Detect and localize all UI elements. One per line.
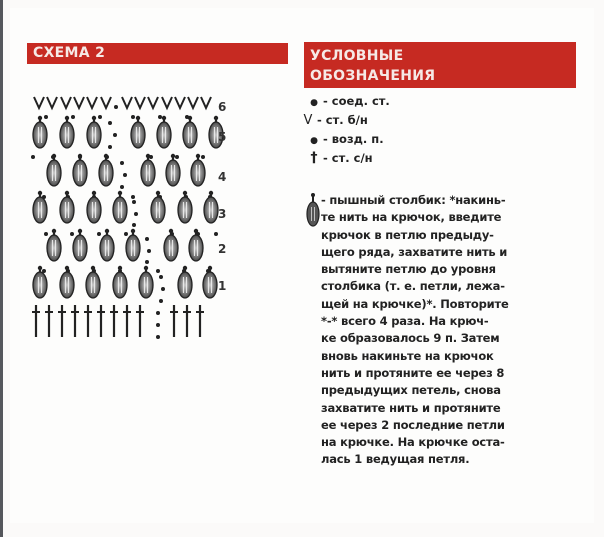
frame-edge (0, 0, 3, 537)
double-crochet-icon: † (310, 150, 318, 166)
scheme-title-bar (27, 43, 288, 64)
legend-item-slip-stitch (305, 92, 580, 111)
single-crochet-v-icon: V (303, 113, 313, 128)
desc-line: ке образовалось 9 п. Затем (321, 331, 500, 346)
legend-item-single-crochet (305, 111, 580, 130)
legend-title-line2: ОБОЗНАЧЕНИЯ (310, 68, 436, 84)
legend-label: - возд. п. (323, 132, 384, 146)
scheme-title: СХЕМА 2 (33, 45, 106, 61)
legend-title-bar (304, 42, 576, 88)
row-label-4: 4 (218, 170, 227, 184)
row-5-puff-stitches (31, 116, 223, 159)
puff-stitch-description (321, 192, 576, 469)
desc-line: вытяните петлю до уровня (321, 262, 496, 277)
legend-item-double-crochet (305, 149, 580, 168)
legend-item-chain (305, 130, 580, 149)
puff-stitch-icon (305, 192, 321, 232)
crochet-chart (30, 95, 230, 345)
row-label-1: 1 (218, 279, 227, 293)
desc-line: ее через 2 последние петли (321, 417, 505, 432)
row-label-3: 3 (218, 207, 227, 221)
row-label-6: 6 (218, 100, 227, 114)
legend-label: - соед. ст. (323, 94, 390, 108)
desc-line: на крючке. На крючке оста- (321, 435, 505, 450)
desc-line: предыдущих петель, снова (321, 383, 501, 398)
row-label-5: 5 (218, 130, 227, 144)
row-1-puff-stitches (33, 266, 217, 303)
desc-line: вновь накиньте на крючок (321, 348, 494, 363)
legend-title-line1: УСЛОВНЫЕ (310, 48, 404, 64)
desc-line: щей на крючке)*. Повторите (321, 296, 509, 311)
row-3-puff-stitches (33, 191, 218, 236)
desc-line: захватите нить и протяните (321, 400, 501, 415)
row-label-2: 2 (218, 242, 227, 256)
desc-line: *-* всего 4 раза. На крюч- (321, 314, 489, 329)
base-row-double-crochet (32, 305, 204, 339)
chain-dot-icon: ● (310, 136, 318, 146)
desc-line: нить и протяните ее через 8 (321, 365, 505, 380)
legend (303, 92, 580, 467)
desc-line: столбика (т. е. петли, лежа- (321, 279, 505, 294)
row-6-single-crochet (34, 97, 211, 119)
desc-line: крючок в петлю предыду- (321, 227, 494, 242)
desc-line: лась 1 ведущая петля. (321, 452, 470, 467)
desc-line: щего ряда, захватите нить и (321, 244, 508, 259)
desc-line: - пышный столбик: *накинь- (321, 193, 506, 207)
legend-label: - ст. с/н (323, 151, 373, 165)
legend-label: - ст. б/н (317, 113, 368, 127)
desc-line: те нить на крючок, введите (321, 210, 502, 225)
slip-stitch-dot-icon: ● (310, 98, 318, 108)
